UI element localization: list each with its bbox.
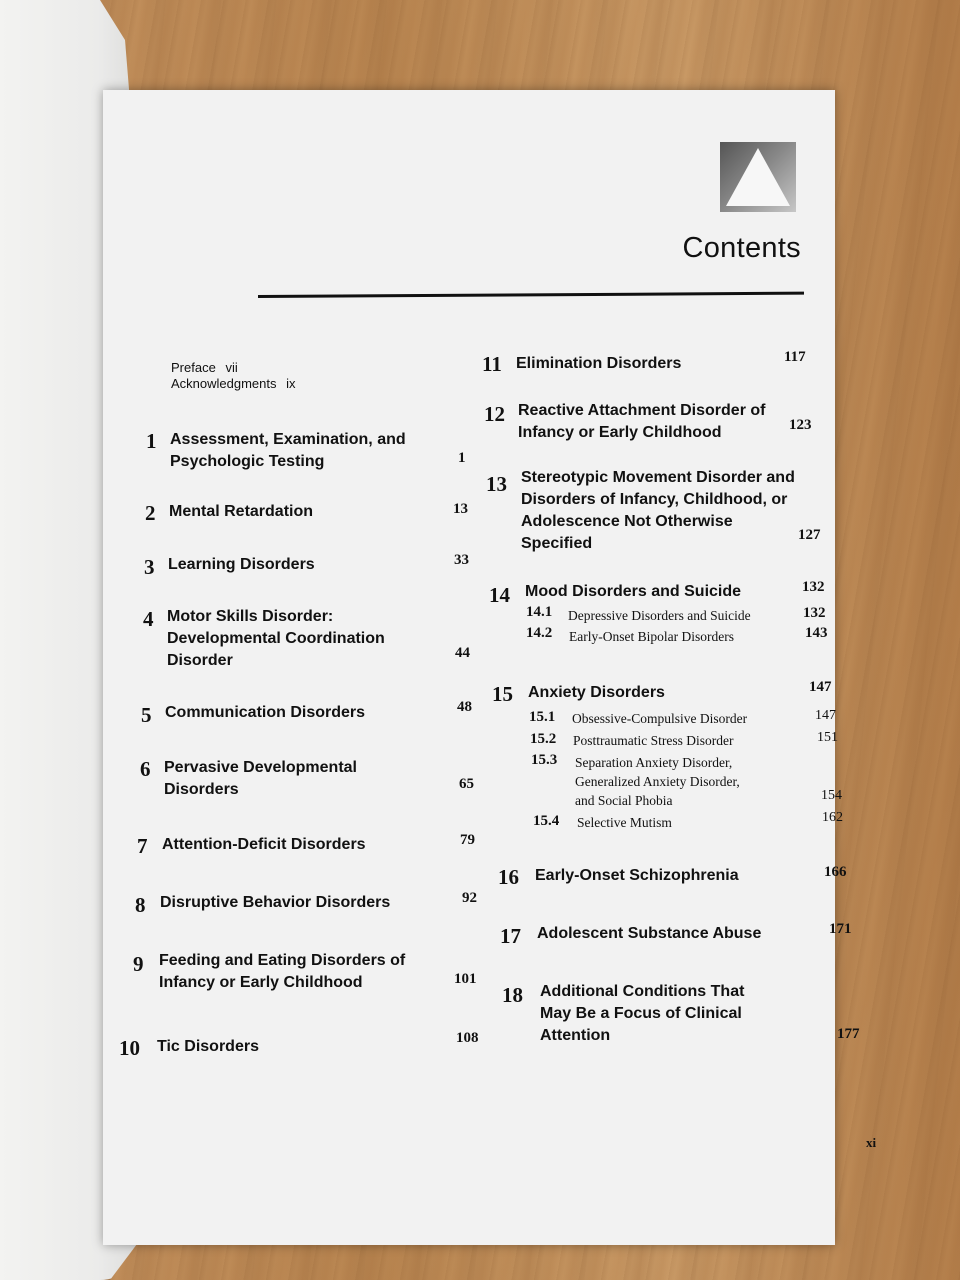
chapter-number: 9 [133, 952, 144, 976]
section-number: 15.4 [533, 813, 560, 829]
chapter-number: 12 [484, 402, 505, 426]
section-title: Selective Mutism [577, 815, 672, 830]
section-title-line: and Social Phobia [575, 793, 673, 808]
chapter-title-line: Infancy or Early Childhood [159, 974, 363, 991]
chapter-title [525, 581, 741, 603]
section-title: Posttraumatic Stress Disorder [573, 733, 734, 748]
contents-page [103, 90, 877, 1245]
chapter-title-line: Learning Disorders [168, 556, 315, 573]
chapter-number: 14 [489, 583, 510, 607]
chapter-title-line: Additional Conditions That [540, 983, 745, 1000]
chapter-page: 127 [798, 527, 821, 543]
chapter-number: 4 [143, 607, 154, 631]
chapter-title [535, 865, 739, 887]
chapter-title-line: Attention-Deficit Disorders [162, 836, 366, 853]
chapter-title-line: Developmental Coordination [167, 630, 385, 647]
triangle-logo-icon [720, 142, 796, 212]
section-title: Obsessive-Compulsive Disorder [572, 711, 748, 726]
chapter-title-line: Disruptive Behavior Disorders [160, 894, 391, 911]
chapter-page: 33 [454, 552, 469, 568]
chapter-title [164, 757, 357, 801]
section-page: 151 [817, 730, 838, 745]
section-page: 154 [821, 788, 842, 803]
chapter-title-line: Disorder [167, 652, 233, 669]
chapter-title-line: Communication Disorders [165, 704, 366, 721]
front-matter-page: ix [286, 376, 296, 391]
chapter-page: 108 [456, 1030, 479, 1046]
chapter-title [162, 834, 366, 856]
chapter-page: 79 [460, 832, 475, 848]
chapter-title-line: Tic Disorders [157, 1038, 259, 1055]
chapter-page: 1 [458, 450, 466, 466]
chapter-title [521, 467, 795, 555]
section-number: 14.2 [526, 625, 553, 641]
chapter-title-line: Reactive Attachment Disorder of [518, 402, 766, 419]
chapter-page: 92 [462, 890, 477, 906]
chapter-page: 48 [457, 699, 472, 715]
chapter-title [540, 981, 744, 1047]
section-page: 147 [815, 708, 836, 723]
section-number: 15.3 [531, 752, 558, 768]
front-matter-preface [171, 360, 238, 375]
section-page: 162 [822, 810, 843, 825]
front-matter-page: vii [225, 360, 238, 375]
chapter-title-line: May Be a Focus of Clinical [540, 1005, 742, 1022]
chapter-title-line: Early-Onset Schizophrenia [535, 867, 739, 884]
chapter-title [516, 353, 681, 375]
chapter-number: 8 [135, 893, 146, 917]
section-title [575, 753, 740, 810]
chapter-title-line: Elimination Disorders [516, 355, 682, 372]
chapter-title-line: Mental Retardation [169, 503, 314, 520]
chapter-title-line: Assessment, Examination, and [170, 431, 406, 448]
chapter-number: 17 [500, 924, 521, 948]
chapter-title-line: Mood Disorders and Suicide [525, 583, 742, 600]
chapter-title-line: Feeding and Eating Disorders of [159, 952, 406, 969]
chapter-title-line: Pervasive Developmental [164, 759, 357, 776]
chapter-title [169, 501, 313, 523]
chapter-number: 13 [486, 472, 507, 496]
chapter-page: 177 [837, 1026, 860, 1042]
chapter-title [159, 950, 405, 994]
chapter-title-line: Adolescent Substance Abuse [537, 925, 762, 942]
chapter-page: 123 [789, 417, 812, 433]
front-matter-label: Preface [171, 360, 216, 375]
page-folio: xi [866, 1135, 877, 1150]
chapter-title-line: Disorders of Infancy, Childhood, or [521, 491, 788, 508]
chapter-page: 65 [459, 776, 474, 792]
chapter-number: 6 [140, 757, 151, 781]
chapter-title [160, 892, 390, 914]
chapter-title-line: Attention [540, 1027, 611, 1044]
chapter-page: 13 [453, 501, 468, 517]
chapter-number: 11 [482, 352, 502, 376]
chapter-number: 15 [492, 682, 513, 706]
section-number: 15.2 [530, 731, 557, 747]
front-matter-label: Acknowledgments [171, 376, 277, 391]
page-title: Contents [682, 232, 801, 264]
chapter-number: 16 [498, 865, 519, 889]
chapter-page: 101 [454, 971, 477, 987]
chapter-page: 147 [809, 679, 832, 695]
section-title: Depressive Disorders and Suicide [568, 608, 751, 623]
chapter-title-line: Stereotypic Movement Disorder and [521, 469, 795, 486]
chapter-number: 2 [145, 501, 156, 525]
chapter-title [168, 554, 315, 576]
chapter-title [157, 1036, 259, 1058]
chapter-title [165, 702, 365, 724]
chapter-page: 132 [802, 579, 825, 595]
section-title: Early-Onset Bipolar Disorders [569, 629, 734, 644]
chapter-number: 5 [141, 703, 152, 727]
chapter-title [518, 400, 765, 444]
chapter-title-line: Infancy or Early Childhood [518, 424, 722, 441]
chapter-number: 10 [119, 1036, 140, 1060]
chapter-number: 18 [502, 983, 523, 1007]
chapter-page: 166 [824, 864, 847, 880]
section-title-line: Generalized Anxiety Disorder, [575, 774, 740, 789]
chapter-title [528, 682, 665, 704]
chapter-title-line: Adolescence Not Otherwise [521, 513, 733, 530]
section-page: 132 [803, 605, 826, 621]
title-rule [258, 292, 804, 298]
chapter-title-line: Disorders [164, 781, 239, 798]
front-matter-acknowledgments [171, 376, 296, 391]
chapter-title-line: Psychologic Testing [170, 453, 325, 470]
chapter-number: 7 [137, 834, 148, 858]
chapter-number: 3 [144, 555, 155, 579]
section-title-line: Separation Anxiety Disorder, [575, 755, 733, 770]
section-page: 143 [805, 625, 828, 641]
chapter-title-line: Anxiety Disorders [528, 684, 665, 701]
chapter-page: 117 [784, 349, 806, 365]
chapter-title [170, 429, 406, 473]
chapter-title-line: Motor Skills Disorder: [167, 608, 334, 625]
chapter-title-line: Specified [521, 535, 593, 552]
chapter-title [167, 606, 385, 672]
chapter-title [537, 923, 761, 945]
chapter-number: 1 [146, 429, 157, 453]
section-number: 15.1 [529, 709, 556, 725]
section-number: 14.1 [526, 604, 553, 620]
chapter-page: 44 [455, 645, 470, 661]
chapter-page: 171 [829, 921, 852, 937]
